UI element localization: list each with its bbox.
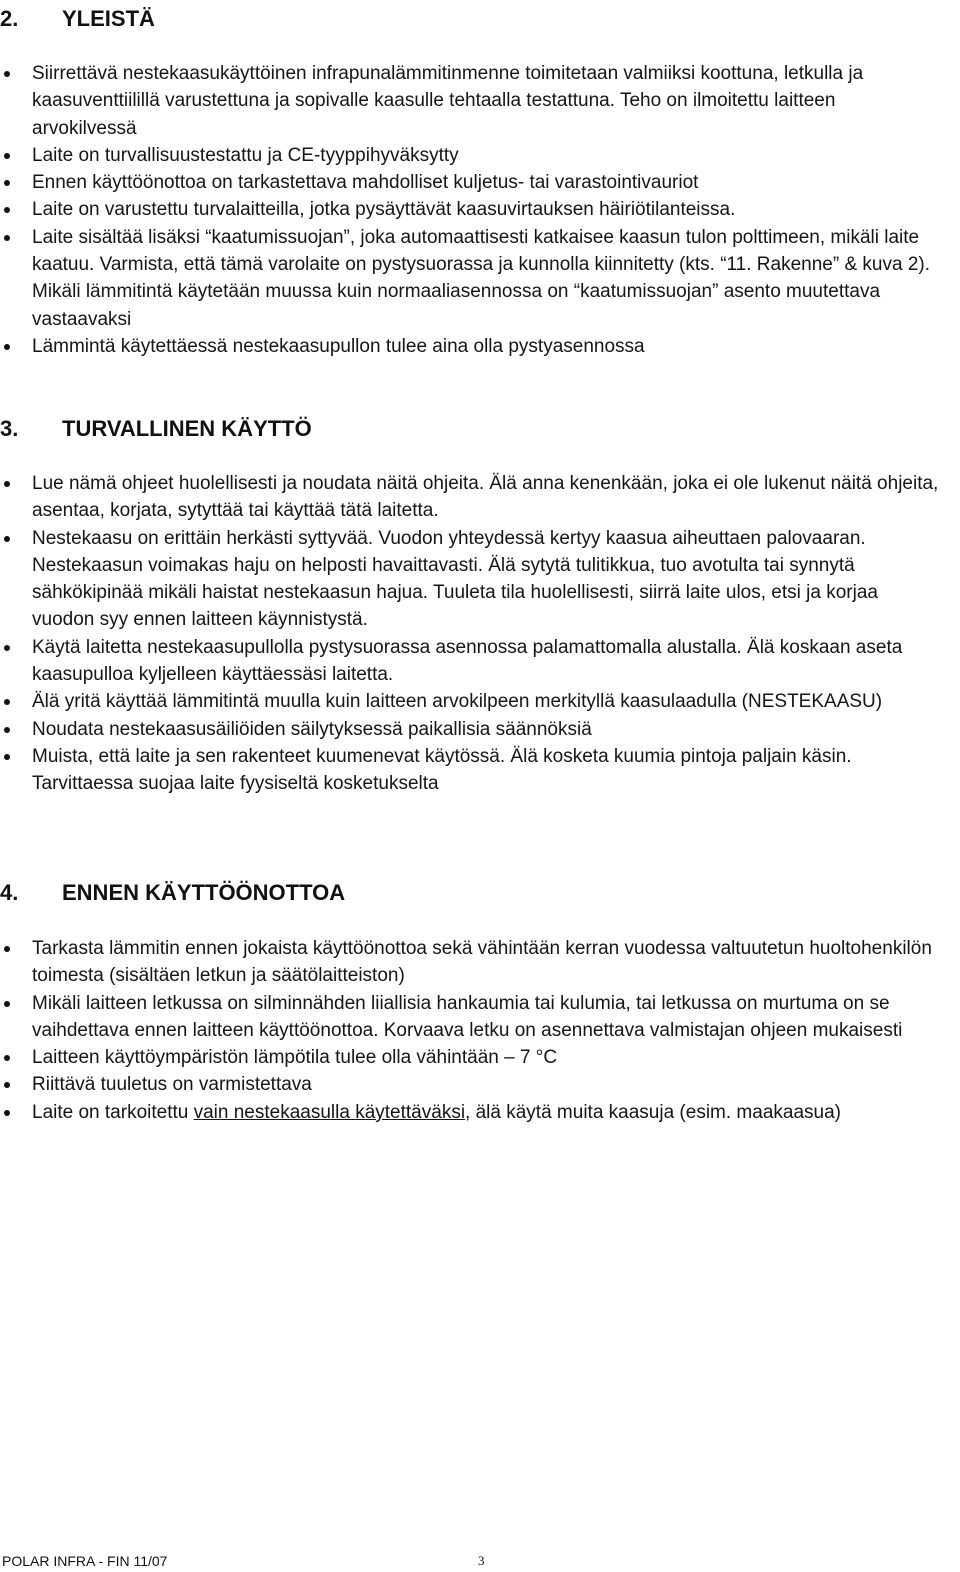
section-4-list	[0, 935, 955, 1126]
list-item: Nestekaasu on erittäin herkästi syttyvää. Vuodon yhteydessä kertyy kaasua aiheuttaen palovaaran. Nestekaasun voimakas haju on helposti havaittavasti. Älä sytytä tulitikkua, tuo avotulta tai synnytä sähkökipinää mikäli haistat nestekaasun hajua. Tuuleta tila huolellisesti, siirrä laite ulos, etsi ja korjaa vuodon syy ennen laitteen käynnistystä.	[0, 525, 945, 634]
list-item: Siirrettävä nestekaasukäyttöinen infrapunalämmitinmenne toimitetaan valmiiksi koottuna, letkulla ja kaasuventtiilillä varustettuna ja sopivalle kaasulle tehtaalla testattuna. Teho on ilmoitettu laitteen arvokilvessä	[0, 60, 945, 142]
list-item: Laite sisältää lisäksi “kaatumissuojan”, joka automaattisesti katkaisee kaasun tulon polttimeen, mikäli laite kaatuu. Varmista, että tämä varolaite on pystysuorassa ja kunnolla kiinnitetty (kts. “11. Rakenne” & kuva 2). Mikäli lämmitintä käytetään muussa kuin normaaliasennossa on “kaatumissuojan” asento muutettava vastaavaksi	[0, 224, 945, 333]
bullet-icon	[4, 536, 10, 542]
list-item: Käytä laitetta nestekaasupullolla pystysuorassa asennossa palamattomalla alustalla. Älä koskaan aseta kaasupulloa kyljelleen käyttäessäsi laitetta.	[0, 634, 945, 689]
page-number: 3	[478, 1553, 485, 1568]
bullet-icon	[4, 153, 10, 159]
bullet-icon	[4, 235, 10, 241]
bullet-icon	[4, 754, 10, 760]
section-2-heading	[0, 5, 155, 33]
list-item: Lämmintä käytettäessä nestekaasupullon tulee aina olla pystyasennossa	[0, 333, 945, 360]
list-item: Lue nämä ohjeet huolellisesti ja noudata näitä ohjeita. Älä anna kenenkään, joka ei ole lukenut näitä ohjeita, asentaa, korjata, sytyttää tai käyttää tätä laitetta.	[0, 470, 945, 525]
bullet-icon	[4, 1110, 10, 1116]
list-item: Noudata nestekaasusäiliöiden säilytyksessä paikallisia säännöksiä	[0, 716, 945, 743]
section-3-heading	[0, 415, 312, 443]
list-item: Ennen käyttöönottoa on tarkastettava mahdolliset kuljetus- tai varastointivauriot	[0, 169, 945, 196]
bullet-icon	[4, 946, 10, 952]
section-title: ENNEN KÄYTTÖÖNOTTOA	[62, 880, 346, 905]
section-2-list	[0, 60, 945, 360]
bullet-icon	[4, 727, 10, 733]
list-item: Älä yritä käyttää lämmitintä muulla kuin laitteen arvokilpeen merkityllä kaasulaadulla (NESTEKAASU)	[0, 688, 945, 715]
list-item: Tarkasta lämmitin ennen jokaista käyttöönottoa sekä vähintään kerran vuodessa valtuutetun huoltohenkilön toimesta (sisältäen letkun ja säätölaitteiston)	[0, 935, 955, 990]
list-item: Muista, että laite ja sen rakenteet kuumenevat käytössä. Älä kosketa kuumia pintoja paljain käsin. Tarvittaessa suojaa laite fyysiseltä kosketukselta	[0, 743, 945, 798]
bullet-icon	[4, 481, 10, 487]
section-number: 4.	[0, 880, 19, 905]
bullet-icon	[4, 344, 10, 350]
bullet-icon	[4, 71, 10, 77]
footer-document-id: POLAR INFRA - FIN 11/07	[2, 1553, 168, 1569]
bullet-icon	[4, 1001, 10, 1007]
list-item: Riittävä tuuletus on varmistettava	[0, 1071, 955, 1098]
bullet-icon	[4, 645, 10, 651]
bullet-icon	[4, 699, 10, 705]
section-number: 3.	[0, 416, 19, 441]
list-item: Laite on turvallisuustestattu ja CE-tyyppihyväksytty	[0, 142, 945, 169]
section-3-list	[0, 470, 945, 798]
bullet-icon	[4, 207, 10, 213]
section-4-heading	[0, 879, 345, 907]
bullet-icon	[4, 180, 10, 186]
section-title: TURVALLINEN KÄYTTÖ	[62, 416, 312, 441]
bullet-icon	[4, 1082, 10, 1088]
list-item: Laite on varustettu turvalaitteilla, jotka pysäyttävät kaasuvirtauksen häiriötilanteissa.	[0, 196, 945, 223]
page-footer	[0, 1550, 960, 1572]
bullet-icon	[4, 1055, 10, 1061]
section-title: YLEISTÄ	[62, 6, 155, 31]
list-item: Laitteen käyttöympäristön lämpötila tulee olla vähintään – 7 °C	[0, 1044, 955, 1071]
section-number: 2.	[0, 6, 19, 31]
list-item: Mikäli laitteen letkussa on silminnähden liiallisia hankaumia tai kulumia, tai letkussa on murtuma on se vaihdettava ennen laitteen käyttöönottoa. Korvaava letku on asennettava valmistajan ohjeen mukaisesti	[0, 990, 955, 1045]
underlined-emphasis: vain nestekaasulla käytettäväksi	[193, 1101, 466, 1123]
list-item: Laite on tarkoitettu vain nestekaasulla käytettäväksi, älä käytä muita kaasuja (esim. maakaasua)	[0, 1099, 955, 1126]
